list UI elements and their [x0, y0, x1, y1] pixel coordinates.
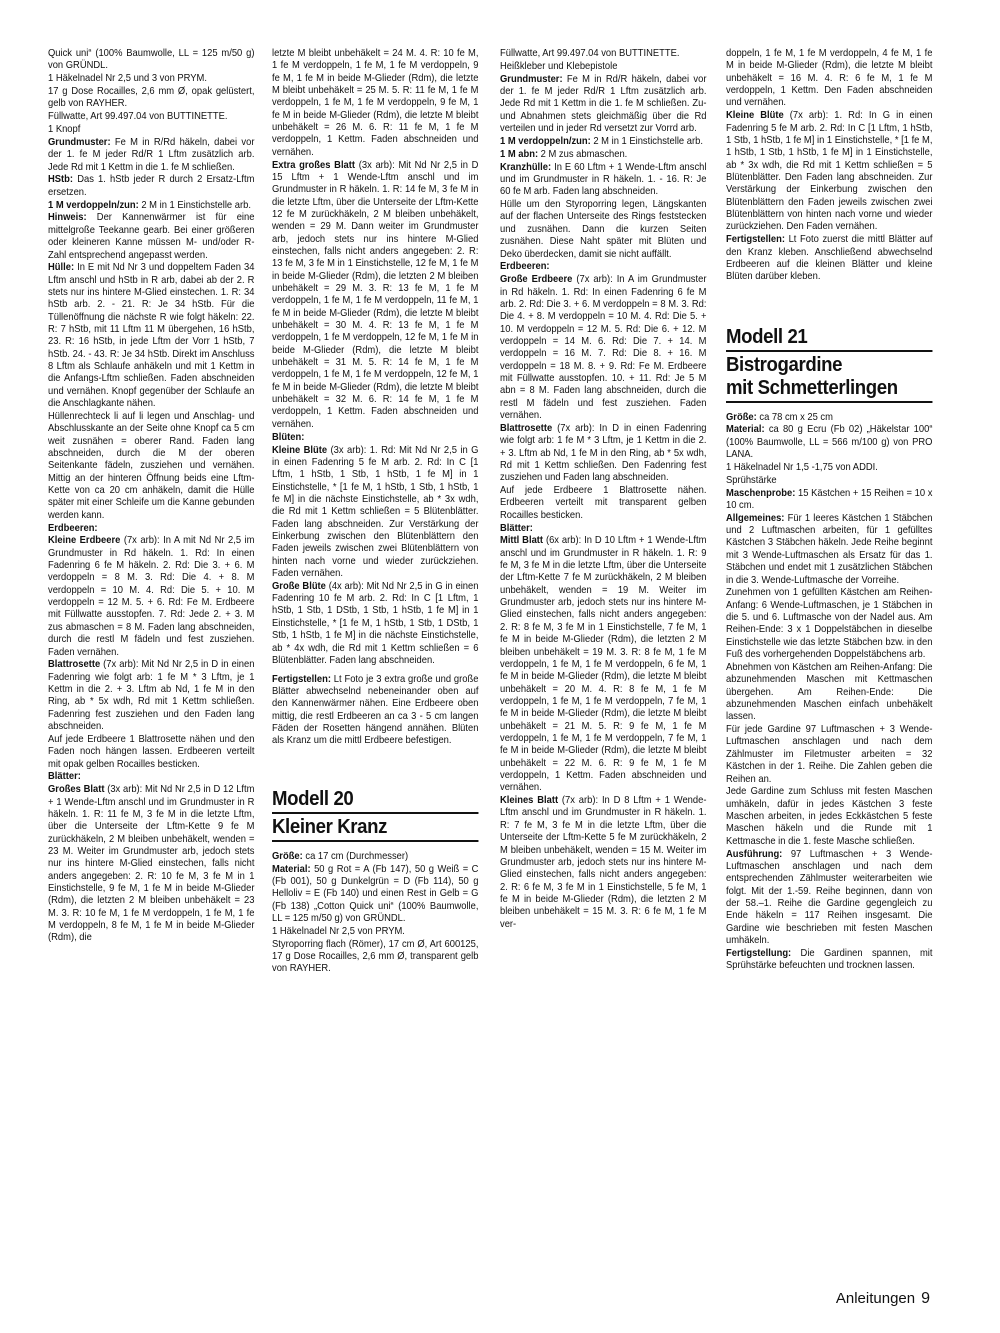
term-text: Lt Foto je 3 extra große und große Blätter abwechselnd nebeneinander oben auf den Kannenwärmer nähen. Eine Erdbeere oben mittig, die restl Erdbeeren an ca 3 - 5 cm langen Fäden der Rosetten hängend annähen. Blüten als Kranz um die mittl Erdbeere befestigen. — [272, 673, 479, 747]
text-column-4 — [726, 48, 932, 973]
paragraph — [726, 948, 932, 973]
paragraph: Auf jede Erdbeere 1 Blattrosette nähen. Erdbeeren verteilt mit transparent gelben Rocailles besticken. — [500, 485, 707, 521]
term-label: Material: — [726, 424, 765, 436]
paragraph: Füllwatte, Art 99.497.04 von BUTTINETTE. — [500, 48, 680, 59]
model-title: Kleiner Kranz — [272, 816, 478, 842]
paragraph — [726, 234, 932, 283]
paragraph — [272, 851, 478, 863]
paragraph — [500, 149, 706, 161]
term-text: (7x arb): 1. Rd: In G in einen Fadenring 5 fe M arb. 2. Rd: In C [1 Lftm, 1 hStb, 1 Stb, 1 hStb, 1 fe M] in 1 Einstichstelle, * [1 fe M, 1 hStb, 1 Stb, 1 hStb, 1 fe M] in 1 Einstichstelle, ab * 3x wdh, die Rd mit 1 Kettm schließen = 5 Blütenblätter. Den Faden lang abschneiden. Zur Verstärkung der Einkerbung zwischen den Blütenblättern den Faden jeweils zwischen zwei Blütenblättern von hinten nach vorne und wieder zurückziehen. Den Faden vernähen. — [726, 110, 933, 233]
term-label: Grundmuster: — [500, 73, 563, 85]
term-label: Fertigstellen: — [726, 234, 785, 246]
term-label: Hülle: — [48, 262, 75, 274]
term-text: Der Kannenwärmer ist für eine mittelgroße Teekanne gearb. Bei einer größeren oder kleineren Kanne müssen M- und/oder R-Zahl entsprechend angepasst werden. — [48, 212, 255, 261]
paragraph — [726, 424, 932, 461]
section-heading: Blüten: — [272, 431, 305, 443]
paragraph: 1 Häkelnadel Nr 1,5 -1,75 von ADDI. — [726, 461, 878, 473]
term-text: Die Gardinen spannen, mit Sprühstärke befeuchten und trocknen lassen. — [726, 947, 933, 972]
paragraph: Hülle um den Styroporring legen, Längskanten auf der flachen Unterseite des Rings feststecken und zusnähen. Dann die kurzen Seiten zusnähen. Diese Naht später mit Blüten und Deko überdecken, damit sie nicht auffällt. — [500, 199, 707, 260]
term-text: In E mit Nd Nr 3 und doppeltem Faden 34 Lftm anschl und hStb in R arb, dabei ab der 2. R stets nur ins hintere M-Glied einstechen. 1. R: 34 hStb arb. 2. - 21. R: Je 34 hStb. Für die Tüllenöffnung die nächste R wie folgt häkeln: 22. R: 7 hStb, mit 11 Lftm 11 M übergehen, 16 hStb, 23. R: 16 hStb, in jede Lftm der Vorr 1 hStb, 7 hStb. 24. - 43. R: Je 34 hStb. Direkt im Anschluss 8 Lftm als Schlaufe anhäkeln und mit 1 Kettm in die Anfangs-Lftm schließen. Faden abschneiden und vernähen. Knopf gegenüber der Schlaufe an die Anschlagkante nähen. — [48, 262, 255, 410]
term-text: (7x arb): In D in einen Fadenring wie folgt arb: 1 fe M * 3 Lftm, je 1 Kettm in die 2. + 3. Lftm ab Nd, 1 fe M in den Ring, ab * 5x wdh, Rd mit 1 Kettm schließen. Den Fadenring fest zusziehen und Faden lang abschneiden. — [500, 422, 707, 484]
model-number: Modell 21 — [726, 326, 932, 352]
paragraph — [500, 74, 706, 136]
paragraph: Auf jede Erdbeere 1 Blattrosette nähen und den Faden noch hängen lassen. Erdbeeren verteilt mit opak gelben Rocailles besticken. — [48, 733, 255, 770]
term-text: Fe M in Rd/R häkeln, dabei vor der 1. fe M jeder Rd/R 1 Lftm zusätzlich arb. Jede Rd mit 1 Kettm in die 1. fe M schließen. Zu- und Abnahmen stets gleichmäßig über die Rd verteilen und in jeder Rd versetzt zur Vorrd arb. — [500, 73, 707, 135]
term-text: (4x arb): Mit Nd Nr 2,5 in G in einen Fadenring 10 fe M arb. 2. Rd: In C [1 Lftm, 1 hStb, 1 Stb, 1 DStb, 1 Stb, 1 hStb, 1 fe M] in 1 Einstichstelle, * [1 fe M, 1 hStb, 1 Stb, 1 DStb, 1 Stb, 1 hStb, 1 fe M] in die nächste Einstichstelle, ab * 4x wdh, die Rd mit 1 Kettm schließen = 6 Blütenblätter. Faden lang abschneiden. — [272, 580, 479, 666]
term-label: Material: — [272, 863, 311, 875]
footer-label: Anleitungen — [835, 1290, 916, 1307]
paragraph — [48, 659, 254, 733]
model-title: Bistrogardine — [726, 353, 843, 376]
term-label: Maschenprobe: — [726, 487, 796, 499]
term-label: Fertigstellung: — [726, 947, 792, 959]
paragraph: Füllwatte, Art 99.497.04 von BUTTINETTE. — [48, 111, 228, 123]
term-label: Hinweis: — [48, 212, 87, 224]
paragraph: Heißkleber und Klebepistole — [500, 60, 618, 72]
paragraph: Jede Gardine zum Schluss mit festen Maschen umhäkeln, dafür in jedes Kästchen 3 feste Maschen arbeiten, in jedes Eckkästchen 5 feste Maschen häkeln und die Runde mit 1 Kettmasche in die 1. feste Masche schließen. — [726, 786, 933, 847]
paragraph — [726, 849, 932, 948]
term-text: 50 g Rot = A (Fb 147), 50 g Weiß = C (Fb 001), 50 g Dunkelgrün = D (Fb 114), 50 g Helloliv = E (Fb 140) und einen Rest in Gelb = G (Fb 138) „Cotton Quick uni“ (100% Baumwolle, LL = 125 m/50 g) von GRÜNDL. — [272, 863, 479, 924]
section-heading: Erdbeeren: — [48, 522, 98, 534]
term-text: 2 M in 1 Einstichstelle arb. — [590, 135, 703, 147]
model-subtitle: mit Schmetterlingen — [726, 377, 932, 403]
term-text: (3x arb): 1. Rd: Mit Nd Nr 2,5 in G in einen Fadenring 5 fe M arb. 2. Rd: In C [1 Lftm, 1 hStb, 1 Stb, 1 hStb, 1 fe M] in 1 Einstichstelle, * [1 fe M, 1 hStb, 1 Stb, 1 hStb, 1 fe M] in die nächste Einstichstelle, ab * 3x wdh, die Rd mit 1 Kettm schließen = 5 Blütenblätter. Faden lang abschneiden. Zur Verstärkung der Einkerbung zwischen den Blütenblättern den Faden jeweils zwischen zwei Blütenblättern von hinten nach vorne und wieder zurückziehen. Faden vernähen. — [272, 444, 479, 579]
paragraph: Für jede Gardine 97 Luftmaschen + 3 Wende-Luftmaschen anschlagen und nach dem Zählmuster im Filetmuster arbeiten = 32 Kästchen in der 1. Reihe. Die Zahlen geben die Reihen an. — [726, 724, 933, 785]
term-text: Das 1. hStb jeder R durch 2 Ersatz-Lftm ersetzen. — [48, 174, 255, 198]
term-label: Blattrosette — [500, 422, 553, 434]
term-label: Kleine Erdbeere — [48, 535, 121, 547]
paragraph — [48, 137, 254, 174]
term-text: ca 80 g Ecru (Fb 02) „Häkelstar 100“ (100% Baumwolle, LL = 566 m/100 g) von PRO LANA. — [726, 424, 933, 461]
paragraph — [500, 274, 706, 422]
paragraph — [500, 795, 706, 931]
text-column-1 — [48, 48, 254, 945]
text-column-3 — [500, 48, 706, 931]
paragraph: doppeln, 1 fe M, 1 fe M verdoppeln, 4 fe M, 1 fe M in beide M-Glieder (Rdm), die letzte M bleibt unbehäkelt = 16 M. 4. R: 6 fe M, 1 fe M verdoppeln, 1 Kettm. Den Faden abschneiden und vernähen. — [726, 48, 933, 109]
paragraph — [726, 513, 932, 587]
paragraph — [48, 535, 254, 658]
paragraph: 1 Häkelnadel Nr 2,5 von PRYM. — [272, 925, 405, 937]
model-20-heading — [272, 788, 478, 842]
term-label: Kleine Blüte — [726, 110, 784, 122]
paragraph — [726, 412, 932, 424]
paragraph: Hüllenrechteck li auf li legen und Anschlag- und Abschlusskante an der Seite ohne Knopf ca 5 cm weit zusnähen = oberer Rand. Faden lang abschneiden, durch die M der oberen Seitenkante fädeln, zusziehen und vernähen. Mittig an der hinteren Öffnung beids eine Lftm-Kette von ca 20 cm anhäkeln, damit die Hülle später mit einer Schleife um die Kanne gebunden werden kann. — [48, 410, 255, 521]
paragraph — [500, 162, 706, 199]
term-label: Blattrosette — [48, 659, 101, 671]
paragraph — [500, 535, 706, 794]
term-label: Große Blüte — [272, 580, 326, 592]
term-label: Allgemeines: — [726, 512, 785, 524]
term-text: 2 M zus abmaschen. — [538, 148, 628, 160]
term-label: 1 M verdoppeln/zun: — [48, 199, 139, 211]
term-label: Kranzhülle: — [500, 161, 552, 173]
paragraph — [48, 784, 254, 944]
paragraph — [500, 136, 706, 148]
term-text: (3x arb): Mit Nd Nr 2,5 in D 12 Lftm + 1 Wende-Lftm anschl und im Grundmuster in R häkeln. 1. R: 11 fe M, 3 fe M in die letzte Lftm, über die Unterseite der Lftm-Kette 9 fe M zurückhäkeln, 2 M bleiben unbehäkelt, wenden = 23 M. Weiter im Grundmuster arb, jedoch stets nur ins hintere M-Glied einstechen, falls nicht anders angegeben: 2. R: 10 fe M, 3 fe M in 1 Einstichstelle, 9 fe M, 1 fe M in beide M-Glieder (Rdm), die letzten 2 M bleiben unbehäkelt = 23 M. 3. R: 10 fe M, 1 fe M verdoppeln, 1 fe M, 1 fe M verdoppeln, 8 fe M, 1 fe M in beide M-Glieder (Rdm), die — [48, 784, 255, 944]
paragraph: 1 Häkelnadel Nr 2,5 und 3 von PRYM. — [48, 73, 207, 85]
term-label: Ausführung: — [726, 848, 783, 860]
term-label: Mittl Blatt — [500, 535, 544, 547]
paragraph: letzte M bleibt unbehäkelt = 24 M. 4. R: 10 fe M, 1 fe M verdoppeln, 1 fe M, 1 fe M verdoppeln, 9 fe M, 1 fe M in beide M-Glieder (Rdm), die letzte M bleibt unbehäkelt = 25 M. 5. R: 11 fe M, 1 fe M verdoppeln, 1 fe M, 1 fe M verdoppeln, 9 fe M, 1 fe M in beide M-Glieder (Rdm), die letzte M bleibt unbehäkelt = 26 M. 6. R: 11 fe M, 1 fe M verdoppeln, 1 Kettm. Faden abschneiden und vernähen. — [272, 48, 479, 158]
paragraph: 17 g Dose Rocailles, 2,6 mm Ø, opak gelüstert, gelb von RAYHER. — [48, 86, 255, 110]
term-label: Fertigstellen: — [272, 673, 331, 685]
term-label: 1 M verdoppeln/zun: — [500, 135, 591, 147]
term-text: (7x arb): In A im Grundmuster in Rd häkeln. 1. Rd: In einen Fadenring 6 fe M arb. 2. Rd: Die 3. + 6. M verdoppeln = 8 M. 3. Rd: Die 4. + 8. M verdoppeln = 10 M. 4. Rd: Die 5. + 10. M verdoppeln = 12 M. 5. Rd: Die 6. + 12. M verdoppeln = 14 M. 6. Rd: Die 7. + 14. M verdoppeln = 16 M. 7. Rd: Die 8. + 16. M verdoppeln = 18 M. 8. + 9. Rd: Fe M. Erdbeere mit Füllwatte ausstopfen. 10. + 11. Rd: Je 5 M abn = 8 M. Faden lang abschneiden, durch die restl M fädeln und fest zusziehen. Faden vernähen. — [500, 274, 707, 421]
term-label: HStb: — [48, 174, 74, 186]
paragraph — [726, 488, 932, 513]
term-text: (3x arb): Mit Nd Nr 2,5 in D 15 Lftm + 1 Wende-Lftm anschl und im Grundmuster in R häkeln. 1. R: 14 fe M, 3 fe M in die letzte Lftm, über die Unterseite der Lftm-Kette 12 fe M zurückhäkeln, 2 M bleiben unbehäkelt, wenden = 29 M. Dann weiter im Grundmuster arb, jedoch stets nur ins hintere M-Glied einstechen, falls nicht anders angegeben: 2. R: 13 fe M, 3 fe M in 1 Einstichstelle, 12 fe M, 1 fe M in beide M-Glieder (Rdm), die letzten 2 M bleiben unbehäkelt = 29 M. 3. R: 13 fe M, 1 fe M verdoppeln, 1 fe M, 1 fe M verdoppeln, 11 fe M, 1 fe M in beide M-Glieder (Rdm), die letzte M bleibt unbehäkelt = 30 M. 4. R: 13 fe M, 1 fe M verdoppeln, 1 fe M verdoppeln, 12 fe M, 1 fe M in beide M-Glieder (Rdm), die letzte M bleibt unbehäkelt = 31 M. 5. R: 14 fe M, 1 fe M verdoppeln, 1 fe M, 1 fe M verdoppeln, 12 fe M, 1 fe M in beide M-Glieder (Rdm), die letzte M bleibt unbehäkelt = 32 M. 6. R: 14 fe M, 1 fe M verdoppeln, 1 Kettm. Faden abschneiden und vernähen. — [272, 159, 479, 430]
term-label: Grundmuster: — [48, 136, 111, 148]
section-heading: Blätter: — [500, 522, 533, 534]
term-label: Großes Blatt — [48, 784, 105, 796]
term-text: (7x arb): Mit Nd Nr 2,5 in D in einen Fadenring wie folgt arb: 1 fe M * 3 Lftm, je 1 Kettm in die 2. + 3. Lftm ab Nd, 1 fe M in den Ring, ab * 5x wdh, Rd mit 1 Kettm schließen. Fadenring fest zusziehen und den Faden lang abschneiden. — [48, 659, 255, 733]
paragraph: Sprühstärke — [726, 474, 777, 486]
paragraph — [48, 212, 254, 261]
paragraph: Styroporring flach (Römer), 17 cm Ø, Art 600125, 17 g Dose Rocailles, 2,6 mm Ø, transparent gelb von RAYHER. — [272, 938, 479, 975]
term-label: Kleines Blatt — [500, 795, 559, 807]
term-text: (6x arb): In D 10 Lftm + 1 Wende-Lftm anschl und im Grundmuster in R häkeln. 1. R: 9 fe M, 3 fe M in die letzte Lftm, über die Unterseite der Lftm-Kette 7 fe M zurückhäkeln, 2 M bleiben unbehäkelt, wenden = 19 M. Weiter im Grundmuster arb, jedoch stets nur ins hintere M-Glied einstechen, falls nicht anders angegeben: 2. R: 8 fe M, 3 fe M in 1 Einstichstelle, 7 fe M, 1 fe M in beide M-Glieder (Rdm), die letzten 2 M bleiben unbehäkelt = 19 M. 3. R: 8 fe M, 1 fe M verdoppeln, 1 fe M, 1 fe M verdoppeln, 6 fe M, 1 fe M in beide M-Glieder (Rdm), die letzte M bleibt unbehäkelt = 20 M. 4. R: 8 fe M, 1 fe M verdoppeln, 1 fe M, 1 fe M verdoppeln, 7 fe M, 1 fe M in beide M-Glieder (Rdm), die letzte M bleibt unbehäkelt = 21 M. 5. R: 9 fe M, 1 fe M verdoppeln, 1 fe M, 1 fe M verdoppeln, 7 fe M, 1 fe M in beide M-Glieder (Rdm), die letzte M bleibt unbehäkelt = 22 M. 6. R: 9 fe M, 1 fe M verdoppeln, 1 Kettm. Faden abschneiden und vernähen. — [500, 535, 707, 794]
paragraph: Abnehmen von Kästchen am Reihen-Anfang: Die abzunehmenden Maschen mit Kettmaschen übergehen. Am Reihen-Ende: Die abzunehmenden Maschen einfach unbehäkelt lassen. — [726, 661, 933, 723]
paragraph: Zunehmen von 1 gefüllten Kästchen am Reihen-Anfang: 6 Wende-Luftmaschen, je 1 Stäbchen in die 5. und 6. Luftmasche von der Nadel aus. Am Reihen-Ende: 3 x 1 Doppelstäbchen in dieselbe Einstichstelle wie das letzte Stäbchen bzw. in den Fuß des vorhergehenden Doppelstäbchens arb. — [726, 587, 933, 661]
paragraph — [48, 200, 254, 212]
term-label: 1 M abn: — [500, 148, 539, 160]
term-text: 2 M in 1 Einstichstelle arb. — [138, 199, 251, 211]
paragraph: Quick uni“ (100% Baumwolle, LL = 125 m/50 g) von GRÜNDL. — [48, 48, 255, 72]
paragraph — [272, 445, 478, 581]
term-text: 15 Kästchen + 15 Reihen = 10 x 10 cm. — [726, 487, 933, 511]
model-21-heading — [726, 326, 932, 403]
paragraph: 1 Knopf — [48, 124, 81, 136]
paragraph — [272, 674, 478, 748]
page-number: 9 — [921, 1290, 930, 1307]
term-label: Extra großes Blatt — [272, 159, 356, 171]
paragraph — [272, 864, 478, 926]
term-label: Größe: — [726, 411, 757, 423]
paragraph — [48, 262, 254, 410]
section-heading: Erdbeeren: — [500, 261, 550, 273]
term-text: ca 17 cm (Durchmesser) — [302, 850, 409, 862]
paragraph — [726, 110, 932, 233]
term-label: Größe: — [272, 850, 303, 862]
paragraph — [272, 160, 478, 432]
model-number: Modell 20 — [272, 788, 478, 814]
section-heading: Blätter: — [48, 771, 81, 783]
paragraph — [500, 423, 706, 485]
term-text: Lt Foto zuerst die mittl Blätter auf den Kranz kleben. Anschließend abwechselnd Erdbeeren auf die kleinen Blätter und kleine Blüten darüber kleben. — [726, 234, 933, 283]
paragraph — [272, 581, 478, 667]
paragraph — [48, 174, 254, 199]
term-text: In E 60 Lftm + 1 Wende-Lftm anschl und im Grundmuster in R häkeln. 1. - 16. R: Je 60 fe M arb. Faden lang abschneiden. — [500, 161, 707, 198]
term-text: Für 1 leeres Kästchen 1 Stäbchen und 2 Luftmaschen arbeiten, für 1 gefülltes Kästchen 3 Stäbchen häkeln. Jede Reihe beginnt mit 3 Wende-Luftmaschen als Ersatz für das 1. Stäbchen und endet mit 1 zusätzlichen Stäbchen in die 3. Wende-Luftmasche der Vorreihe. — [726, 512, 933, 586]
term-label: Kleine Blüte — [272, 444, 328, 456]
term-text: Fe M in R/Rd häkeln, dabei vor der 1. fe M jeder Rd/R 1 Lftm zusätzlich arb. Jede Rd mit 1 Kettm in die 1. fe M schließen. — [48, 136, 255, 173]
term-label: Große Erdbeere — [500, 274, 573, 286]
page-footer — [836, 1290, 930, 1308]
text-column-2 — [272, 48, 478, 976]
term-text: 97 Luftmaschen + 3 Wende-Luftmaschen anschlagen und nach dem entsprechenden Zählmuster weiterarbeiten wie folgt. Mit der 1.-59. Reihe beginnen, dann von der 58.–1. Reihe die Gardine gegengleich zu Ende häkeln = 117 Reihen insgesamt. Die Gardine wie beschrieben mit festen Maschen umhäkeln. — [726, 848, 933, 946]
term-text: ca 78 cm x 25 cm — [756, 411, 833, 423]
term-text: (7x arb): In A mit Nd Nr 2,5 im Grundmuster in Rd häkeln. 1. Rd: In einen Fadenring 6 fe M häkeln. 2. Rd: Die 3. + 6. M verdoppeln = 8 M. 3. Rd: Die 4. + 8. M verdoppeln = 10 M. 4. Rd: Die 5. + 10. M verdoppeln = 12 M. 5. + 6. Rd: Fe M. Erdbeere mit Füllwatte ausstopfen. 7. Rd: Jede 2. + 3. M zus abmaschen = 8 M. Faden lang abschneiden, durch die restl M fädeln und fest zusziehen. Faden vernähen. — [48, 535, 255, 658]
term-text: (7x arb): In D 8 Lftm + 1 Wende-Lftm anschl und im Grundmuster in R häkeln. 1. R: 7 fe M, 3 fe M in die letzte Lftm, über die Unterseite der Lftm-Kette 5 fe M zurückhäkeln, 2 M bleiben unbehäkelt, wenden = 15 M. Weiter im Grundmuster arb, jedoch stets nur ins hintere M-Glied einstechen, falls nicht anders angegeben: 2. R: 6 fe M, 3 fe M in 1 Einstichstelle, 5 fe M, 1 fe M in beide M-Glieder (Rdm), die letzten 2 M bleiben unbehäkelt = 15 M. 3. R: 6 fe M, 1 fe M ver- — [500, 795, 707, 930]
